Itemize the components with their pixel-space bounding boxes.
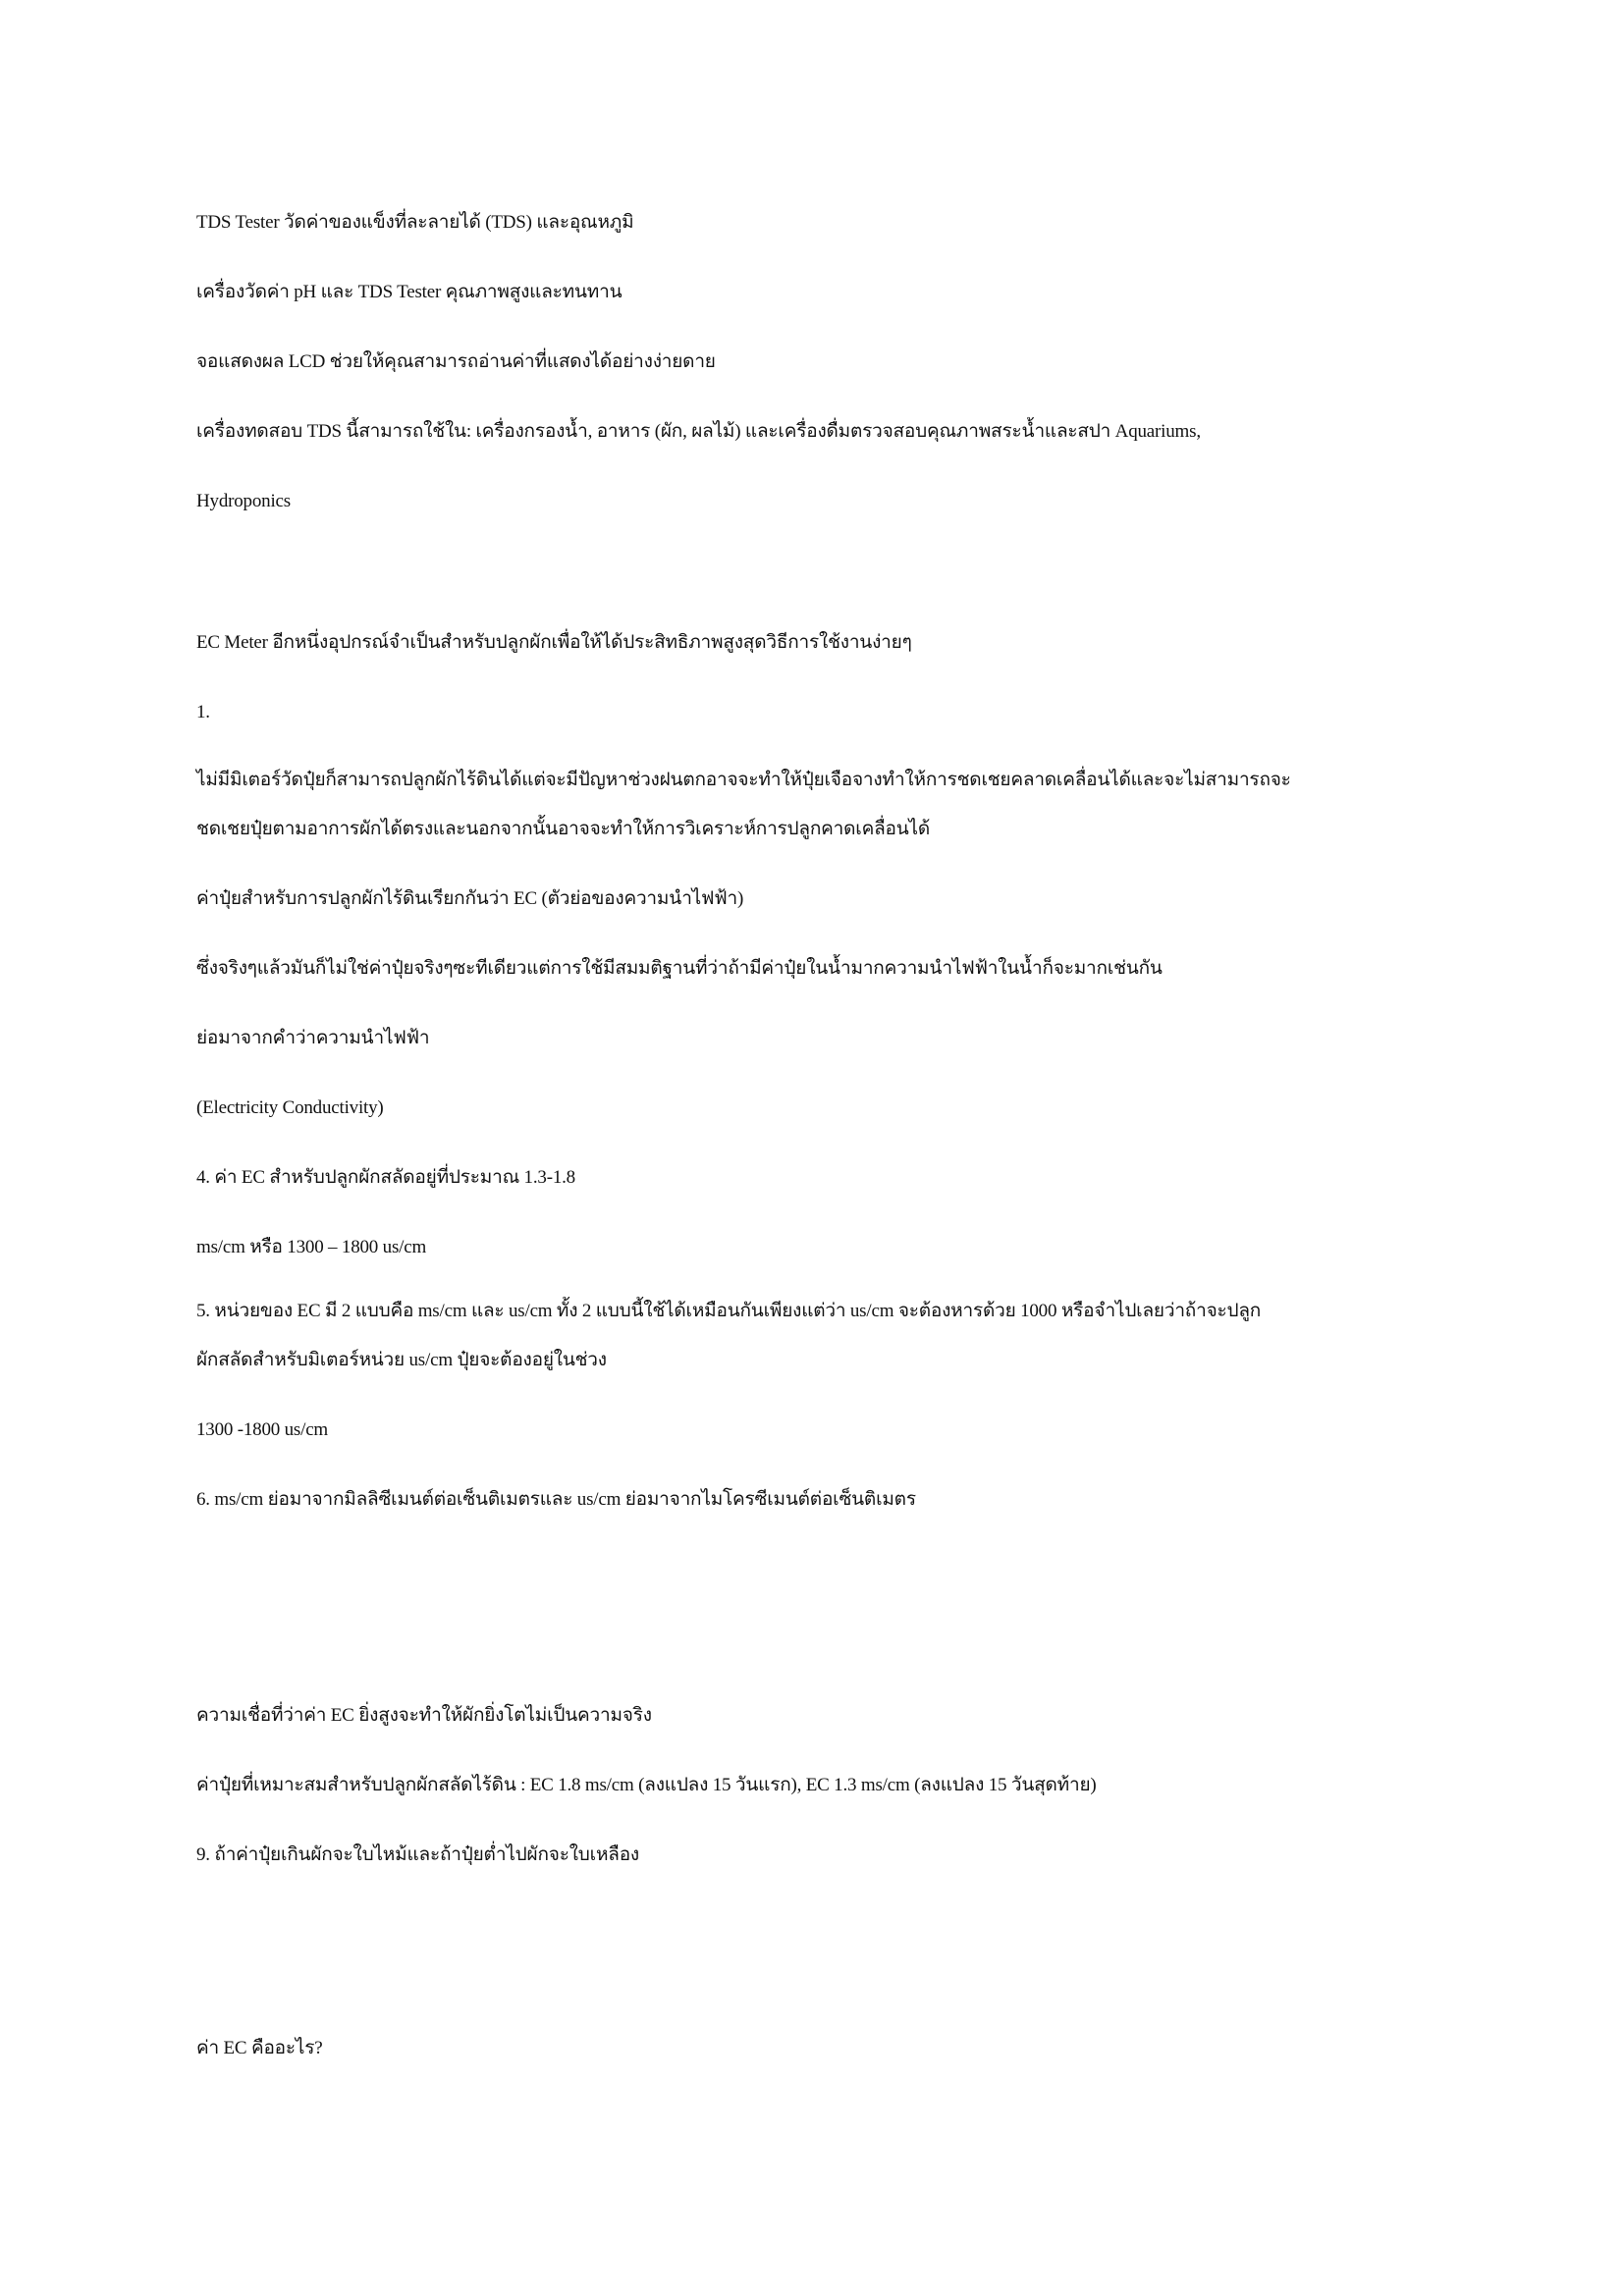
tds-usage-line-2: Hydroponics <box>196 491 291 511</box>
tds-tester-description: TDS Tester วัดค่าของแข็งที่ละลายได้ (TDS) และอุณหภูมิ <box>196 212 634 233</box>
ec-abbreviation-paragraph: ย่อมาจากคำว่าความนำไฟฟ้า <box>196 1028 430 1048</box>
ec-meter-intro: EC Meter อีกหนึ่งอุปกรณ์จำเป็นสำหรับปลูกผักเพื่อให้ได้ประสิทธิภาพสูงสุดวิธีการใช้งานง่ายๆ <box>196 632 912 653</box>
list-item-5-range: 1300 -1800 us/cm <box>196 1419 329 1440</box>
list-item-4-line-1: 4. ค่า EC สำหรับปลูกผักสลัดอยู่ที่ประมาณ 1.3-1.8 <box>196 1167 575 1188</box>
list-item-1-line-2: ชดเชยปุ๋ยตามอาการผักได้ตรงและนอกจากนั้นอาจจะทำให้การวิเคราะห์การปลูกคาดเคลื่อนได้ <box>196 819 931 839</box>
suitable-ec-values: ค่าปุ๋ยที่เหมาะสมสำหรับปลูกผักสลัดไร้ดิน : EC 1.8 ms/cm (ลงแปลง 15 วันแรก), EC 1.3 ms/cm (ลงแปลง 15 วันสุดท้าย) <box>196 1775 1097 1795</box>
list-item-9: 9. ถ้าค่าปุ๋ยเกินผักจะใบไหม้และถ้าปุ๋ยต่ำไปผักจะใบเหลือง <box>196 1844 639 1865</box>
list-item-5-line-1: 5. หน่วยของ EC มี 2 แบบคือ ms/cm และ us/cm ทั้ง 2 แบบนี้ใช้ได้เหมือนกันเพียงแต่ว่า us/cm จะต้องหารด้วย 1000 หรือจำไปเลยว่าถ้าจะปลูก <box>196 1301 1262 1321</box>
ec-assumption-paragraph: ซึ่งจริงๆแล้วมันก็ไม่ใช่ค่าปุ๋ยจริงๆซะทีเดียวแต่การใช้มีสมมติฐานที่ว่าถ้ามีค่าปุ๋ยในน้ำมากความนำไฟฟ้าในน้ำก็จะมากเช่นกัน <box>196 958 1163 979</box>
ec-name-paragraph: ค่าปุ๋ยสำหรับการปลูกผักไร้ดินเรียกกันว่า EC (ตัวย่อของความนำไฟฟ้า) <box>196 888 744 909</box>
ec-belief-paragraph: ความเชื่อที่ว่าค่า EC ยิ่งสูงจะทำให้ผักยิ่งโตไม่เป็นความจริง <box>196 1705 652 1726</box>
list-item-4-line-2: ms/cm หรือ 1300 – 1800 us/cm <box>196 1237 427 1257</box>
list-item-5-line-2: ผักสลัดสำหรับมิเตอร์หน่วย us/cm ปุ๋ยจะต้องอยู่ในช่วง <box>196 1350 607 1370</box>
ec-english-term: (Electricity Conductivity) <box>196 1097 384 1118</box>
lcd-display-description: จอแสดงผล LCD ช่วยให้คุณสามารถอ่านค่าที่แสดงได้อย่างง่ายดาย <box>196 351 716 372</box>
list-item-6: 6. ms/cm ย่อมาจากมิลลิซีเมนต์ต่อเซ็นติเมตรและ us/cm ย่อมาจากไมโครซีเมนต์ต่อเซ็นติเมตร <box>196 1489 916 1510</box>
what-is-ec-heading: ค่า EC คืออะไร? <box>196 2038 323 2058</box>
tds-usage-line-1: เครื่องทดสอบ TDS นี้สามารถใช้ใน: เครื่องกรองน้ำ, อาหาร (ผัก, ผลไม้) และเครื่องดื่มตรวจสอบคุณภาพสระน้ำและสปา Aquariums, <box>196 421 1201 442</box>
list-item-1-line-1: ไม่มีมิเตอร์วัดปุ๋ยก็สามารถปลูกผักไร้ดินได้แต่จะมีปัญหาช่วงฝนตกอาจจะทำให้ปุ๋ยเจือจางทำให้การชดเชยคลาดเคลื่อนได้และจะไม่สามารถจะ <box>196 770 1291 790</box>
list-item-number-1: 1. <box>196 702 210 722</box>
ph-tds-meter-quality: เครื่องวัดค่า pH และ TDS Tester คุณภาพสูงและทนทาน <box>196 282 623 302</box>
